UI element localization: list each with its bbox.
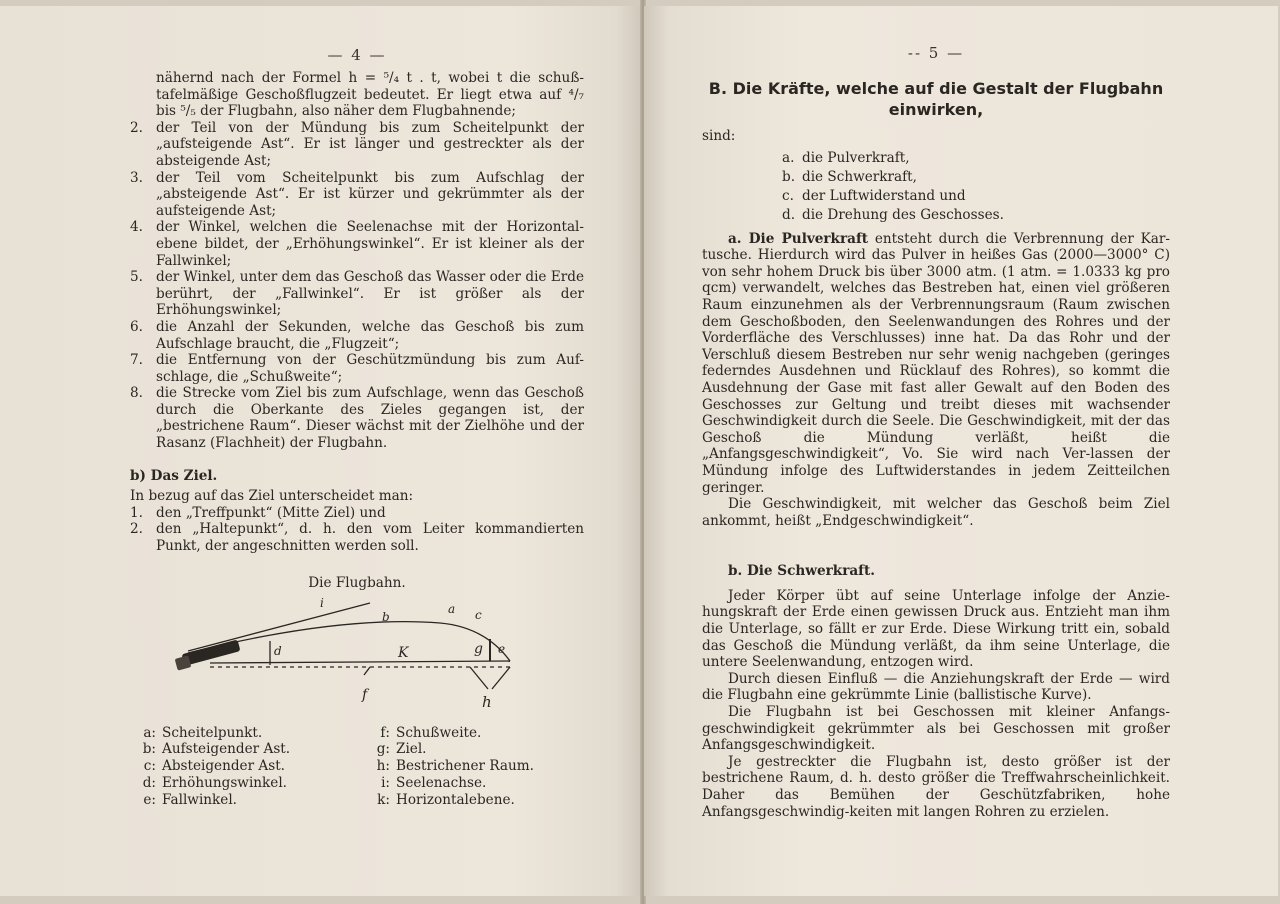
- list-item: 6. die Anzahl der Sekunden, welche das Geschoß bis zum Aufschlage braucht, die „Flugzeit“;: [130, 318, 584, 352]
- left-page: [0, 6, 642, 896]
- label-e: e: [498, 641, 506, 656]
- beaten-zone-right: [492, 667, 510, 689]
- list-item: 2. den „Haltepunkt“, d. h. den vom Leiter kommandierten Punkt, der angeschnitten werden soll.: [130, 521, 584, 555]
- legend-item: i: Seelenachse.: [381, 775, 487, 792]
- legend-item: h: Bestrichener Raum.: [376, 758, 534, 775]
- endgeschwindigkeit-paragraph: Die Geschwindigkeit, mit welcher das Geschoß beim Ziel ankommt, heißt „Endgeschwindigkeit“.: [702, 496, 1170, 529]
- figure-legend: [130, 725, 584, 809]
- list-item: 5. der Winkel, unter dem das Geschoß das Wasser oder die Erde berührt, der „Fallwinkel“. Er ist größer als der Erhöhungswinkel;: [130, 269, 584, 319]
- list-item: 8. die Strecke vom Ziel bis zum Aufschlage, wenn das Geschoß durch die Oberkante des Zieles gegangen ist, der „bestrichene Raum“. Dieser wächst mit der Zielhöhe und der Rasanz (Flachheit) der Flugbahn.: [130, 385, 584, 452]
- page-number-left: — 4 —: [327, 46, 387, 64]
- list-item: d. die Drehung des Geschosses.: [782, 206, 1004, 223]
- trajectory-intro-paragraph: nähernd nach der Formel h = ⁵/₄ t . t, wobei t die schuß-tafelmäßige Geschoßflugzeit bedeutet. Er liegt etwa auf ⁴/₇ bis ⁵/₅ der Flugbahn, also näher dem Flugbahnende;: [156, 70, 584, 120]
- right-page-text: [702, 128, 1170, 820]
- legend-item: b: Aufsteigender Ast.: [142, 741, 291, 758]
- list-item: 3. der Teil vom Scheitelpunkt bis zum Aufschlag der „absteigende Ast“. Er ist kürzer und gekrümmter als der aufsteigende Ast;: [130, 169, 584, 219]
- forces-list: [782, 149, 1170, 225]
- schwerkraft-paragraph-3: Die Flugbahn ist bei Geschossen mit kleiner Anfangs-geschwindigkeit gekrümmter als bei Geschossen mit großer Anfangsgeschwindigkeit.: [702, 704, 1170, 754]
- legend-item: c: Absteigender Ast.: [143, 758, 285, 775]
- list-item: b. die Schwerkraft,: [782, 168, 917, 185]
- schwerkraft-paragraph-1: Jeder Körper übt auf seine Unterlage infolge der Anzie-hungskraft der Erde einen gewissen Druck aus. Entzieht man ihm die Unterlage, so fällt er zur Erde. Diese Wirkung tritt ein, sobald das Geschoß die Mündung verläßt, da ihm seine Unterlage, die untere Seelenwandung, entzogen wird.: [702, 587, 1170, 671]
- figure-title: Die Flugbahn.: [308, 574, 406, 591]
- left-page-text: [130, 70, 584, 555]
- legend-item: a: Scheitelpunkt.: [143, 724, 263, 741]
- label-b: b: [382, 609, 390, 624]
- list-item: a. die Pulverkraft,: [782, 149, 910, 166]
- pulverkraft-paragraph: a. Die Pulverkraft entsteht durch die Verbrennung der Kar-tusche. Hierdurch wird das Pulver in heißes Gas (2000—3000° C) von sehr hohem Druck bis über 3000 atm. (1 atm. = 1.0333 kg pro qcm) verwandelt, welches das Bestreben hat, einen viel größeren Raum einzunehmen als der Verbrennungsraum (Raum zwischen dem Geschoßboden, den Seelenwandungen des Rohres und der Vorderfläche des Verschlusses) inne hat. Da das Rohr und der Verschluß diesem Bestreben nur sehr wenig nachgeben (geringes federndes Ausdehnen und Rücklauf des Rohres), so kommt die Ausdehnung der Gase mit fast aller Gewalt auf den Boden des Geschosses zur Geltung und treibt dieses mit wachsender Geschwindigkeit durch die Seele. Die Geschwindigkeit, mit der das Geschoß die Mündung verläßt, heißt die „Anfangsgeschwindigkeit“, Vo. Sie wird nach Ver-lassen der Mündung infolge des Luftwiderstandes in jedem Zeitteilchen geringer.: [702, 230, 1170, 496]
- label-f: f: [362, 686, 368, 703]
- label-c: c: [475, 607, 482, 622]
- list-item: c. der Luftwiderstand und: [782, 187, 966, 204]
- label-k: K: [398, 644, 409, 661]
- label-h: h: [482, 692, 492, 711]
- ziel-intro: In bezug auf das Ziel unterscheidet man:: [130, 488, 414, 505]
- schwerkraft-paragraph-4: Je gestreckter die Flugbahn ist, desto größer ist der bestrichene Raum, d. h. desto größer die Treffwahrscheinlichkeit. Daher das Bemühen der Geschützfabriken, hohe Anfangsgeschwindig-keiten mit langen Rohren zu erzielen.: [702, 753, 1170, 820]
- section-heading-ziel: b) Das Ziel.: [130, 467, 218, 484]
- list-item: 4. der Winkel, welchen die Seelenachse mit der Horizontal-ebene bildet, der „Erhöhungswinkel“. Er ist kleiner als der Fallwinkel;: [130, 219, 584, 269]
- legend-item: d: Erhöhungswinkel.: [142, 775, 287, 792]
- label-a: a: [448, 601, 456, 616]
- legend-item: e: Fallwinkel.: [143, 791, 237, 808]
- label-d: d: [274, 643, 282, 658]
- right-page: [644, 6, 1278, 896]
- beaten-zone-left: [470, 667, 488, 689]
- range-marker: [364, 667, 370, 675]
- legend-item: g: Ziel.: [376, 741, 427, 758]
- trajectory-terms-list: [130, 120, 584, 452]
- sind-label: sind:: [702, 128, 736, 144]
- label-g: g: [474, 640, 483, 657]
- cannon-icon: [175, 639, 241, 670]
- ziel-list: [130, 505, 584, 555]
- list-item: 1. den „Treffpunkt“ (Mitte Ziel) und: [130, 504, 386, 521]
- legend-item: k: Horizontalebene.: [377, 791, 515, 808]
- schwerkraft-paragraph-2: Durch diesen Einfluß — die Anziehungskraft der Erde — wird die Flugbahn eine gekrümmte Linie (ballistische Kurve).: [702, 670, 1170, 704]
- label-i: i: [320, 595, 324, 610]
- list-item: 7. die Entfernung von der Geschützmündung bis zum Auf-schlage, die „Schußweite“;: [130, 352, 584, 385]
- legend-item: f: Schußweite.: [380, 724, 482, 741]
- list-item: 2. der Teil von der Mündung bis zum Scheitelpunkt der „aufsteigende Ast“. Er ist länger und gestreckter als der absteigende Ast;: [130, 119, 584, 169]
- section-heading-schwerkraft: b. Die Schwerkraft.: [728, 563, 876, 580]
- section-heading-forces: B. Die Kräfte, welche auf die Gestalt der Flugbahn einwirken,: [708, 79, 1164, 119]
- horizontal-line: [210, 661, 510, 663]
- trajectory-diagram: [170, 595, 530, 715]
- page-number-right: -- 5 —: [907, 44, 965, 62]
